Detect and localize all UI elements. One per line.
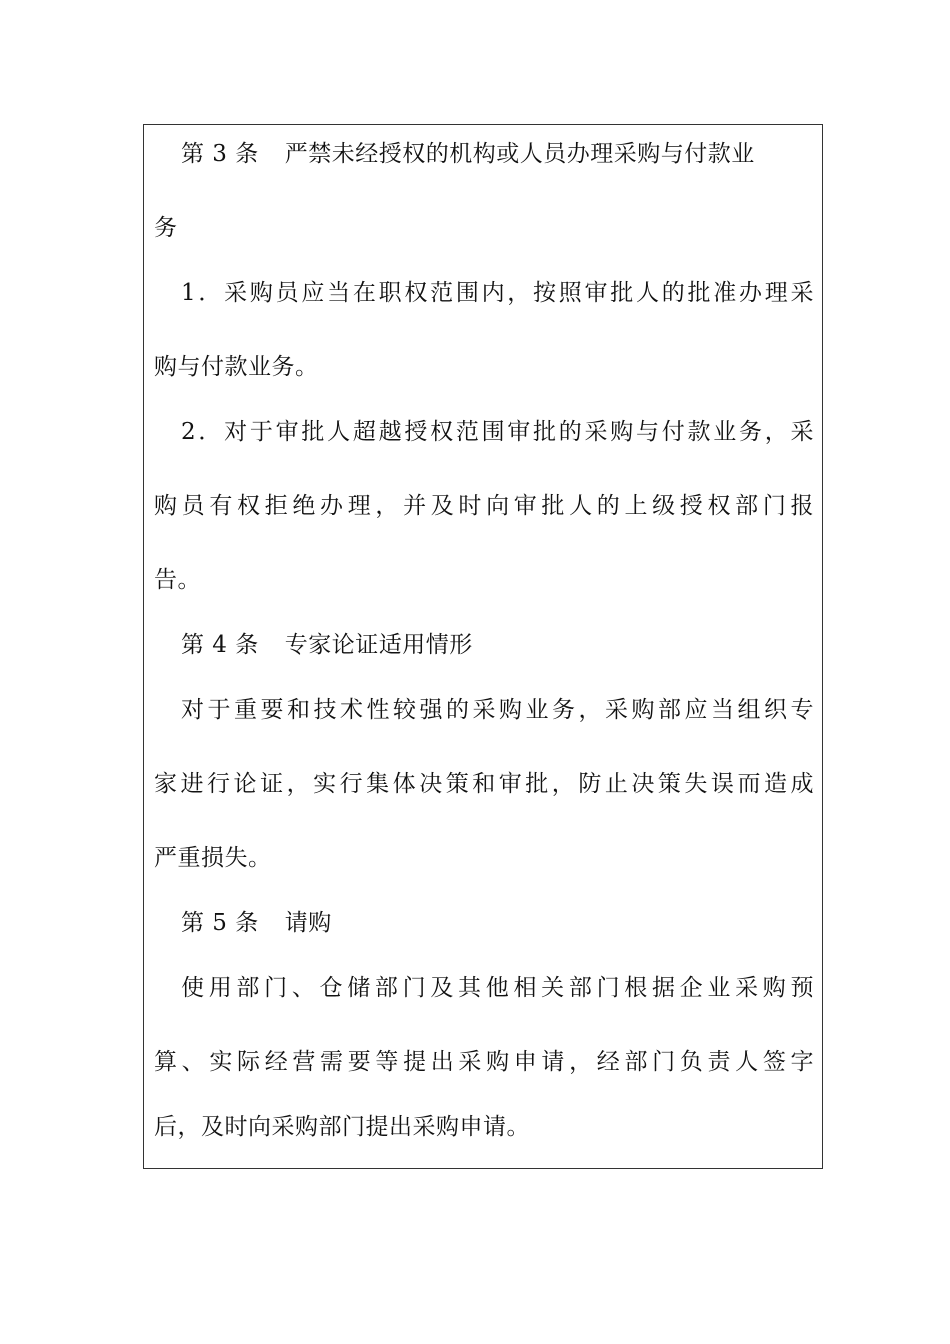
article-5-title: 请购 [284, 910, 332, 936]
article-5-number: 第 5 条 [181, 910, 259, 936]
article-4-title: 专家论证适用情形 [284, 632, 473, 658]
article-5-body-line-2: 算、实际经营需要等提出采购申请，经部门负责人签字 [154, 1049, 814, 1075]
article-4-number: 第 4 条 [181, 632, 259, 658]
article-4-heading [181, 628, 814, 662]
article-5-body-line-3: 后，及时向采购部门提出采购申请。 [154, 1114, 530, 1140]
article-4-body-line-1: 对于重要和技术性较强的采购业务，采购部应当组织专 [181, 697, 814, 723]
article-3-item-1-line-1: 1．采购员应当在职权范围内，按照审批人的批准办理采 [181, 280, 814, 306]
article-3-item-2-line-2: 购员有权拒绝办理，并及时向审批人的上级授权部门报 [154, 493, 814, 519]
article-3-item-2-line-3: 告。 [154, 567, 201, 593]
document-frame [143, 124, 823, 1169]
article-5-body-line-1: 使用部门、仓储部门及其他相关部门根据企业采购预 [181, 975, 814, 1001]
article-3-title-continuation: 务 [154, 215, 178, 241]
article-3-number: 第 3 条 [181, 141, 259, 167]
article-3-item-1-line-2: 购与付款业务。 [154, 354, 319, 380]
article-3-title: 严禁未经授权的机构或人员办理采购与付款业 [284, 141, 755, 167]
article-4-body-line-2: 家进行论证，实行集体决策和审批，防止决策失误而造成 [154, 771, 814, 797]
article-4-body-line-3: 严重损失。 [154, 845, 272, 871]
article-3-heading [181, 137, 814, 171]
article-5-heading [181, 906, 814, 940]
article-3-item-2-line-1: 2．对于审批人超越授权范围审批的采购与付款业务，采 [181, 419, 814, 445]
